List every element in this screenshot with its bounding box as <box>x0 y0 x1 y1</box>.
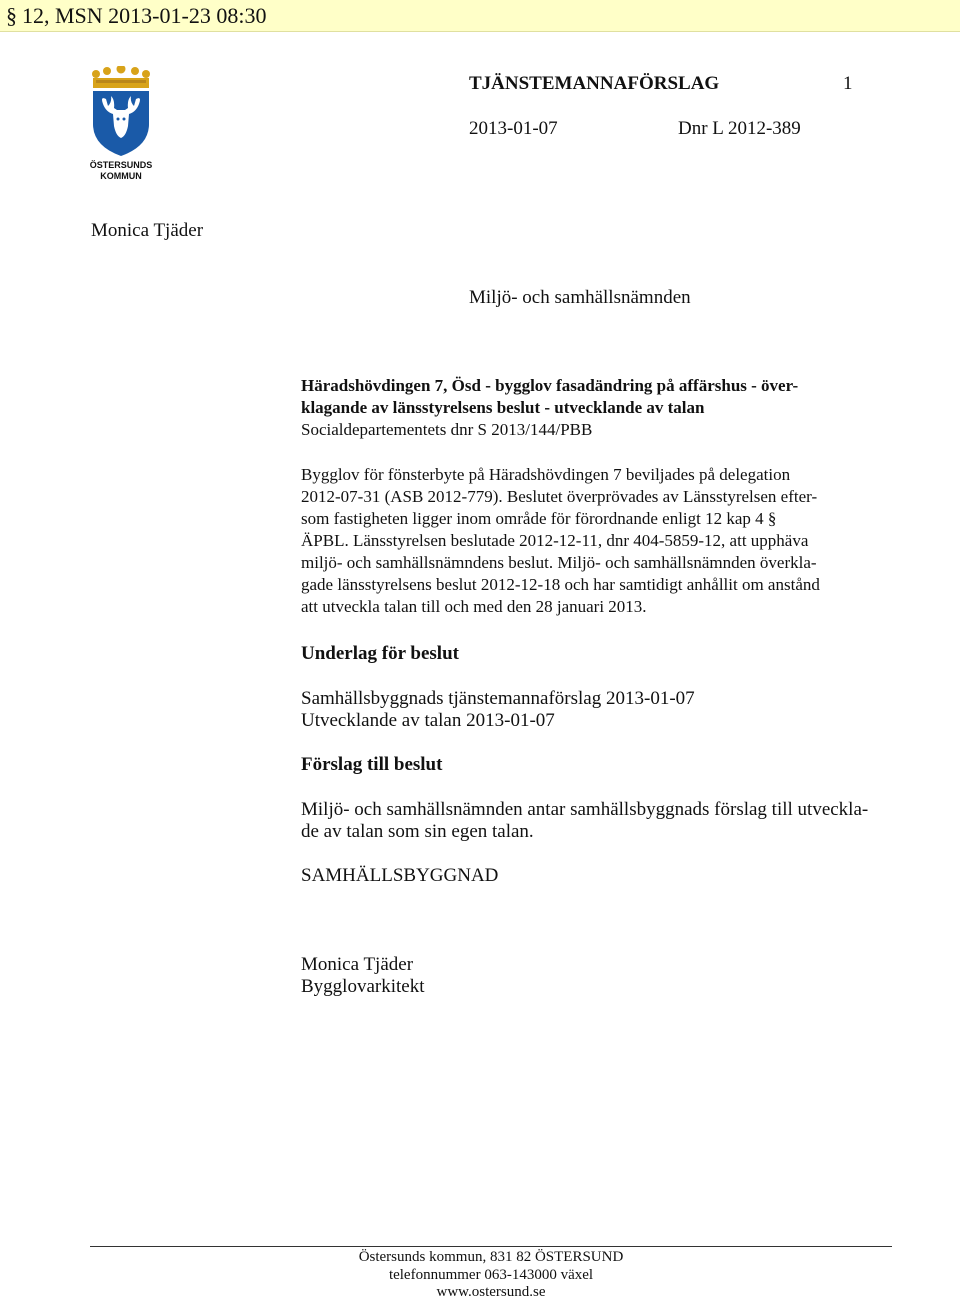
underlag-heading: Underlag för beslut <box>301 643 459 664</box>
subject-line: Häradshövdingen 7, Ösd - bygglov fasadändring på affärshus - över- <box>301 376 799 395</box>
forslag-heading: Förslag till beslut <box>301 754 443 775</box>
document-date: 2013-01-07 <box>469 118 558 139</box>
department-name: SAMHÄLLSBYGGNAD <box>301 865 499 886</box>
footer-phone: telefonnummer 063-143000 växel <box>388 1267 594 1283</box>
recipient: Miljö- och samhällsnämnden <box>469 287 691 308</box>
logo-text-line1: ÖSTERSUNDS <box>89 160 153 170</box>
footer-website: www.ostersund.se <box>436 1284 546 1300</box>
background-paragraph <box>301 464 901 618</box>
logo-text-line2: KOMMUN <box>100 171 142 181</box>
agenda-header-bar <box>0 0 960 32</box>
underlag-item: Samhällsbyggnads tjänstemannaförslag 2013-01-07 <box>301 688 695 709</box>
paragraph-line: de av talan som sin egen talan. <box>301 821 534 842</box>
forslag-text <box>301 799 901 843</box>
underlag-list <box>301 688 901 732</box>
footer-address: Östersunds kommun, 831 82 ÖSTERSUND <box>358 1249 624 1265</box>
paragraph-line: Bygglov för fönsterbyte på Häradshövdingen 7 beviljades på delegation <box>301 465 791 484</box>
paragraph-line: som fastigheten ligger inom område för förordnande enligt 12 kap 4 § <box>301 509 777 528</box>
underlag-item: Utvecklande av talan 2013-01-07 <box>301 710 555 731</box>
paragraph-line: gade länsstyrelsens beslut 2012-12-18 och har samtidigt anhållit om anstånd <box>301 575 820 594</box>
crown-icon <box>92 66 150 88</box>
footer-divider <box>90 1246 892 1247</box>
agenda-header-text: 12, MSN 2013-01-23 08:30 <box>22 3 267 28</box>
subject-reference: Socialdepartementets dnr S 2013/144/PBB <box>301 420 593 439</box>
paragraph-line: 2012-07-31 (ASB 2012-779). Beslutet överprövades av Länsstyrelsen efter- <box>301 487 818 506</box>
subject-line: klagande av länsstyrelsens beslut - utvecklande av talan <box>301 398 705 417</box>
document-type: TJÄNSTEMANNAFÖRSLAG <box>469 73 720 94</box>
case-number: Dnr L 2012-389 <box>678 118 801 139</box>
page-number: 1 <box>843 73 853 94</box>
author-name: Monica Tjäder <box>91 220 204 241</box>
paragraph-line: att utveckla talan till och med den 28 januari 2013. <box>301 597 647 616</box>
signature-name: Monica Tjäder <box>301 954 414 975</box>
subject-block <box>301 375 901 441</box>
paragraph-line: ÄPBL. Länsstyrelsen beslutade 2012-12-11, dnr 404-5859-12, att upphäva <box>301 531 809 550</box>
signature-title: Bygglovarkitekt <box>301 976 425 997</box>
coat-of-arms-logo <box>88 66 154 182</box>
paragraph-line: miljö- och samhällsnämndens beslut. Miljö- och samhällsnämnden överkla- <box>301 553 817 572</box>
signature-block <box>301 954 901 998</box>
paragraph-line: Miljö- och samhällsnämnden antar samhällsbyggnads förslag till utveckla- <box>301 799 869 820</box>
section-mark: § <box>6 3 17 28</box>
